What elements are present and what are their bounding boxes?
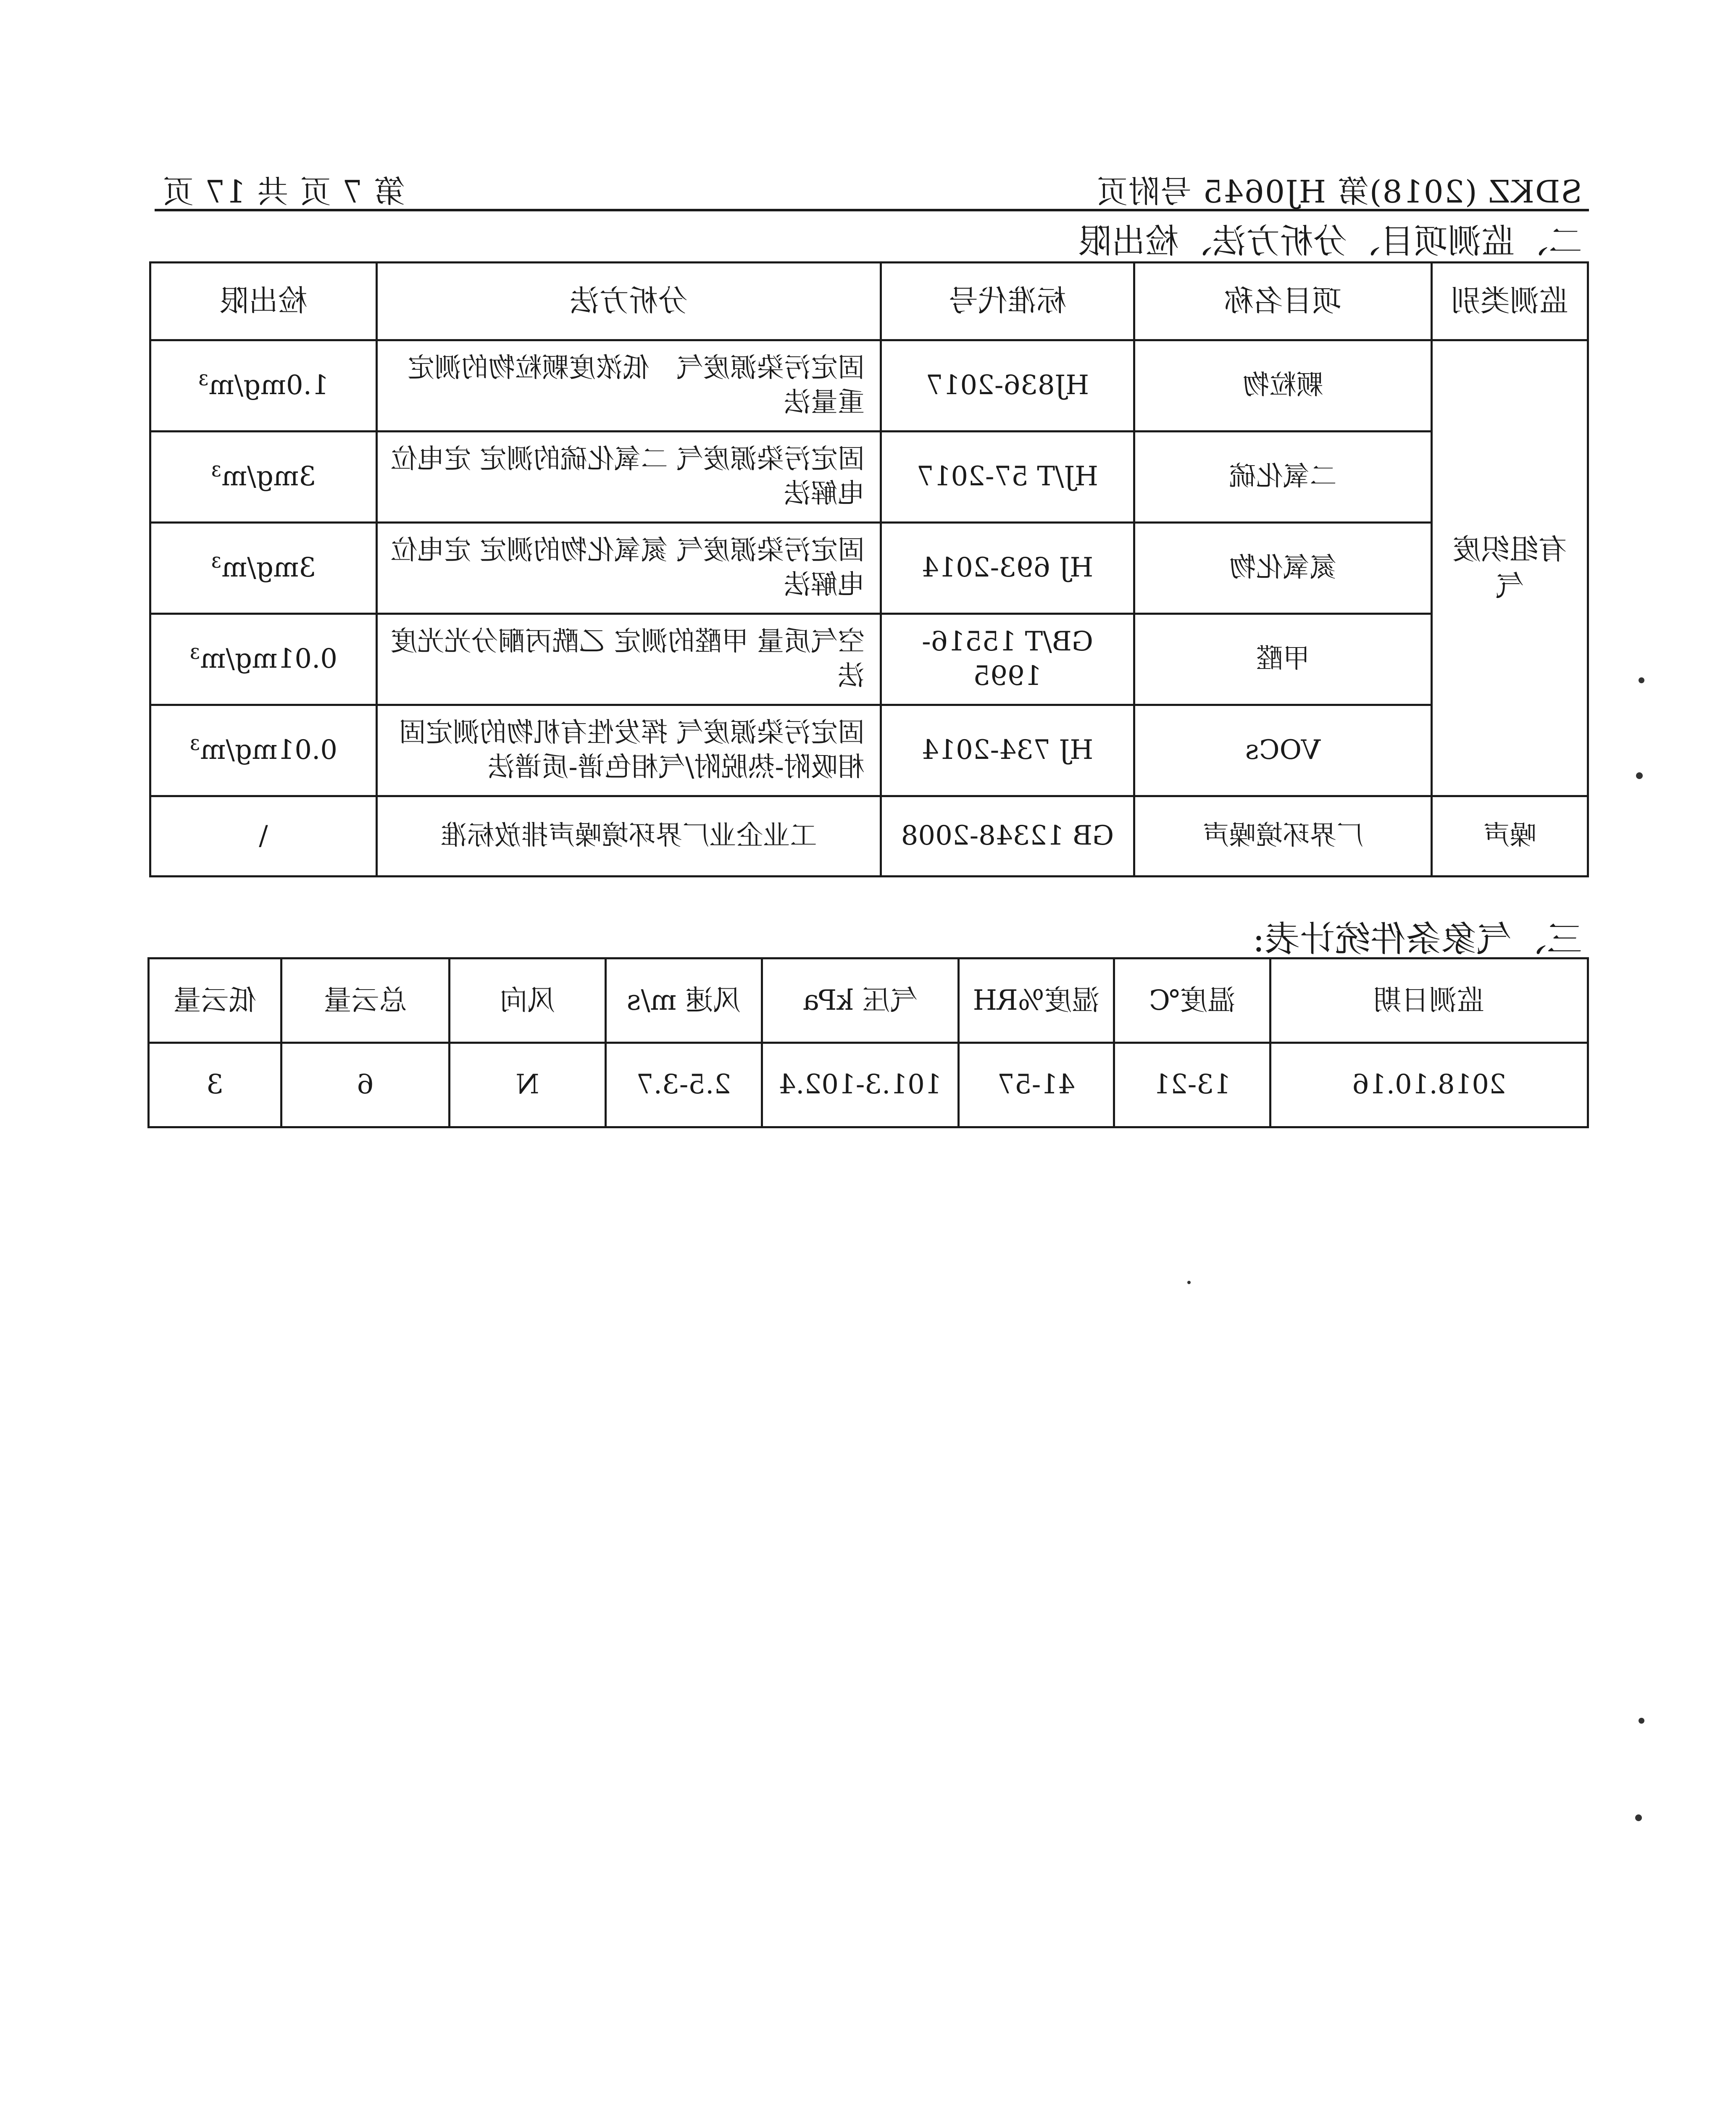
category-cell: 噪声 [1432, 796, 1588, 877]
data-cell: 6 [281, 1043, 450, 1127]
data-cell: 2.5-3.7 [606, 1043, 762, 1127]
section-3-title: 三、气象条件统计表: [1252, 919, 1582, 960]
analysis-method: 固定污染源废气 挥发性有机物的测定固相吸附-热脱附/气相色谱-质谱法 [377, 705, 881, 796]
monitoring-items-table [149, 261, 1589, 877]
item-name: 颗粒物 [1134, 340, 1432, 432]
table-row [149, 1043, 1588, 1127]
detection-limit: 0.01mg/m³ [150, 705, 377, 796]
header-cell: 总云量 [281, 958, 450, 1043]
item-name: 厂界环境噪声 [1134, 796, 1432, 877]
analysis-method: 固定污染源废气 二氧化硫的测定 定电位电解法 [377, 432, 881, 523]
header-cell: 标准代号 [881, 263, 1134, 340]
data-cell: 101.3-102.4 [762, 1043, 959, 1127]
detection-limit: 3mg/m³ [150, 523, 377, 614]
scan-speck [1639, 1718, 1644, 1724]
header-cell: 风速 m/s [606, 958, 762, 1043]
data-cell: 2018.10.16 [1270, 1043, 1588, 1127]
weather-conditions-table [147, 957, 1589, 1128]
analysis-method: 工业企业厂界环境噪声排放标准 [377, 796, 881, 877]
standard-code: HJ836-2017 [881, 340, 1134, 432]
item-name: VOCs [1134, 705, 1432, 796]
detection-limit: 0.01mg/m³ [150, 614, 377, 705]
standard-code: HJ 693-2014 [881, 523, 1134, 614]
item-name: 甲醛 [1134, 614, 1432, 705]
header-cell: 温度℃ [1114, 958, 1270, 1043]
item-name: 二氧化硫 [1134, 432, 1432, 523]
analysis-method: 空气质量 甲醛的测定 乙酰丙酮分光光度法 [377, 614, 881, 705]
header-cell: 气压 kPa [762, 958, 959, 1043]
data-cell: 41-57 [959, 1043, 1114, 1127]
analysis-method: 固定污染源废气 氮氧化物的测定 定电位电解法 [377, 523, 881, 614]
standard-code: GB/T 15516-1995 [881, 614, 1134, 705]
table-row [150, 614, 1588, 705]
header-cell: 监测日期 [1270, 958, 1588, 1043]
section-2-title: 二、监测项目、分析方法、检出限 [1078, 222, 1582, 261]
category-cell: 有组织废气 [1432, 340, 1588, 796]
scan-speck [1639, 677, 1644, 683]
page-indicator: 第 7 页 共 17 页 [162, 174, 405, 210]
scan-speck [1187, 1281, 1191, 1284]
detection-limit: 1.0mg/m³ [150, 340, 377, 432]
scan-speck [1635, 1814, 1642, 1821]
header-rule [155, 209, 1589, 211]
report-number: SDKZ (2018)第 HJ0645 号附页 [1096, 174, 1582, 210]
table-row [150, 340, 1588, 432]
data-cell: 13-21 [1114, 1043, 1270, 1127]
header-cell: 风向 [450, 958, 606, 1043]
table-row [150, 432, 1588, 523]
standard-code: GB 12348-2008 [881, 796, 1134, 877]
header-cell: 低云量 [149, 958, 281, 1043]
detection-limit: 3mg/m³ [150, 432, 377, 523]
table-header-row [150, 263, 1588, 340]
analysis-method: 固定污染源废气 低浓度颗粒物的测定 重量法 [377, 340, 881, 432]
header-cell: 分析方法 [377, 263, 881, 340]
item-name: 氮氧化物 [1134, 523, 1432, 614]
standard-code: HJ/T 57-2017 [881, 432, 1134, 523]
table-row [150, 796, 1588, 877]
scan-speck [1636, 772, 1643, 779]
table-row [150, 705, 1588, 796]
table-row [150, 523, 1588, 614]
header-cell: 湿度%RH [959, 958, 1114, 1043]
standard-code: HJ 734-2014 [881, 705, 1134, 796]
header-cell: 检出限 [150, 263, 377, 340]
table-header-row [149, 958, 1588, 1043]
data-cell: 3 [149, 1043, 281, 1127]
detection-limit: \ [150, 796, 377, 877]
header-cell: 监测类别 [1432, 263, 1588, 340]
data-cell: N [450, 1043, 606, 1127]
header-cell: 项目名称 [1134, 263, 1432, 340]
